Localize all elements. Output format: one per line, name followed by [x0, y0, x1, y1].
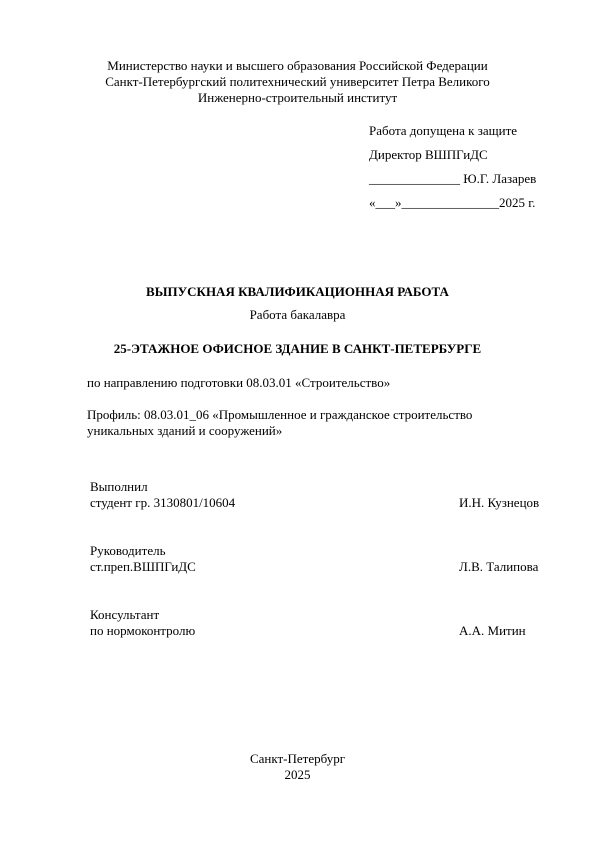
- university-line: Санкт-Петербургский политехнический университет Петра Великого: [105, 74, 490, 89]
- signature-position: ст.преп.ВШПГиДС: [90, 559, 196, 574]
- signature-position: по нормоконтролю: [90, 623, 196, 638]
- institute-line: Инженерно-строительный институт: [197, 90, 398, 105]
- signature-position: студент гр. 3130801/10604: [90, 495, 236, 510]
- document-topic: 25-ЭТАЖНОЕ ОФИСНОЕ ЗДАНИЕ В САНКТ-ПЕТЕРБУРГЕ: [113, 341, 482, 356]
- signature-role: Руководитель: [90, 543, 166, 558]
- footer-city: Санкт-Петербург: [249, 751, 346, 766]
- footer-year: 2025: [284, 767, 311, 782]
- signature-name: И.Н. Кузнецов: [459, 495, 540, 510]
- signature-name: А.А. Митин: [459, 623, 526, 638]
- document-type: Работа бакалавра: [249, 307, 346, 322]
- ministry-line: Министерство науки и высшего образования Российской Федерации: [107, 58, 488, 73]
- signature-name: Л.В. Талипова: [459, 559, 539, 574]
- approval-date: «___»_______________2025 г.: [369, 195, 536, 210]
- document-title: ВЫПУСКНАЯ КВАЛИФИКАЦИОННАЯ РАБОТА: [146, 284, 449, 299]
- approval-director: Директор ВШПГиДС: [369, 147, 488, 162]
- profile-line-2: уникальных зданий и сооружений»: [87, 423, 283, 438]
- approval-signature: ______________ Ю.Г. Лазарев: [369, 171, 537, 186]
- signature-role: Выполнил: [90, 479, 148, 494]
- approval-admitted: Работа допущена к защите: [369, 123, 518, 138]
- direction-line: по направлению подготовки 08.03.01 «Строительство»: [87, 375, 391, 390]
- profile-line-1: Профиль: 08.03.01_06 «Промышленное и гражданское строительство: [87, 407, 473, 422]
- signature-role: Консультант: [90, 607, 160, 622]
